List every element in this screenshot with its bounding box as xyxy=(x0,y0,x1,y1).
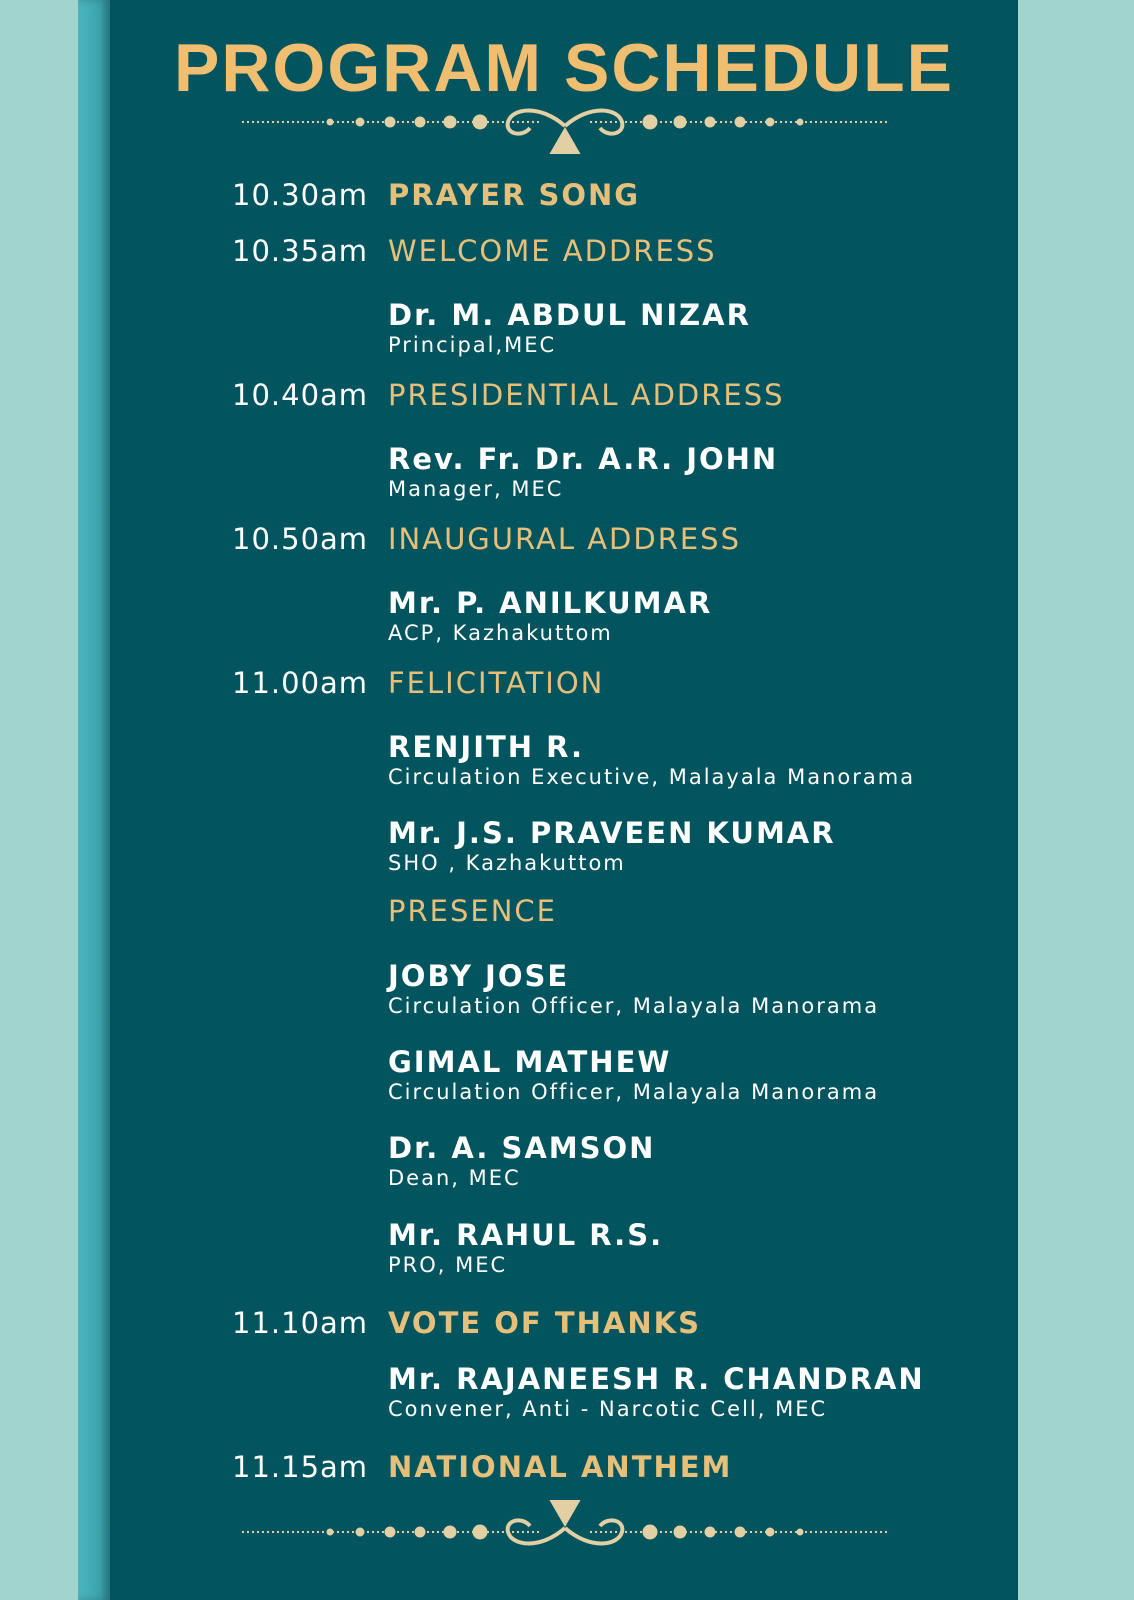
speaker-role: Circulation Executive, Malayala Manorama xyxy=(388,765,916,789)
speaker-name: Mr. RAHUL R.S. xyxy=(388,1218,664,1252)
event-title: INAUGURAL ADDRESS xyxy=(388,522,741,556)
speaker-name: GIMAL MATHEW xyxy=(388,1045,672,1079)
event-title: PRESENCE xyxy=(388,894,557,928)
speaker-name: RENJITH R. xyxy=(388,730,585,764)
speaker xyxy=(388,816,1008,876)
speaker-name: Mr. RAJANEESH R. CHANDRAN xyxy=(388,1362,925,1396)
schedule-panel xyxy=(110,0,1018,1600)
event-title: FELICITATION xyxy=(388,666,605,700)
speaker-role: ACP, Kazhakuttom xyxy=(388,621,613,645)
speaker-name: Mr. J.S. PRAVEEN KUMAR xyxy=(388,816,836,850)
flourish-divider-bottom-icon xyxy=(240,1500,890,1550)
event-time: 10.50am xyxy=(232,522,369,556)
side-strip xyxy=(78,0,110,1600)
speaker-role: Convener, Anti - Narcotic Cell, MEC xyxy=(388,1397,828,1421)
speaker xyxy=(388,730,1008,790)
speaker xyxy=(388,1362,1008,1422)
speaker-name: Mr. P. ANILKUMAR xyxy=(388,586,713,620)
speaker-role: PRO, MEC xyxy=(388,1253,508,1277)
speaker xyxy=(388,1218,1008,1278)
event-time: 11.10am xyxy=(232,1306,369,1340)
speaker-name: Dr. M. ABDUL NIZAR xyxy=(388,298,751,332)
page-title: PROGRAM SCHEDULE xyxy=(173,30,955,106)
speaker xyxy=(388,298,1008,358)
event-time: 10.30am xyxy=(232,178,369,212)
speaker-role: Principal,MEC xyxy=(388,333,557,357)
event-time: 11.00am xyxy=(232,666,369,700)
speaker xyxy=(388,442,1008,502)
speaker xyxy=(388,586,1008,646)
speaker xyxy=(388,1045,1008,1105)
event-time: 11.15am xyxy=(232,1450,369,1484)
event-title: VOTE OF THANKS xyxy=(388,1306,701,1340)
speaker xyxy=(388,959,1008,1019)
event-title: PRAYER SONG xyxy=(388,178,641,212)
speaker-name: Dr. A. SAMSON xyxy=(388,1131,656,1165)
speaker-role: Manager, MEC xyxy=(388,477,564,501)
speaker-role: Dean, MEC xyxy=(388,1166,521,1190)
event-time: 10.40am xyxy=(232,378,369,412)
event-time: 10.35am xyxy=(232,234,369,268)
speaker-role: Circulation Officer, Malayala Manorama xyxy=(388,1080,880,1104)
speaker xyxy=(388,1131,1008,1191)
event-title: PRESIDENTIAL ADDRESS xyxy=(388,378,785,412)
speaker-role: SHO , Kazhakuttom xyxy=(388,851,626,875)
event-title: NATIONAL ANTHEM xyxy=(388,1450,733,1484)
speaker-name: JOBY JOSE xyxy=(388,959,570,993)
flourish-divider-top-icon xyxy=(240,104,890,154)
speaker-role: Circulation Officer, Malayala Manorama xyxy=(388,994,880,1018)
event-title: WELCOME ADDRESS xyxy=(388,234,717,268)
speaker-name: Rev. Fr. Dr. A.R. JOHN xyxy=(388,442,779,476)
